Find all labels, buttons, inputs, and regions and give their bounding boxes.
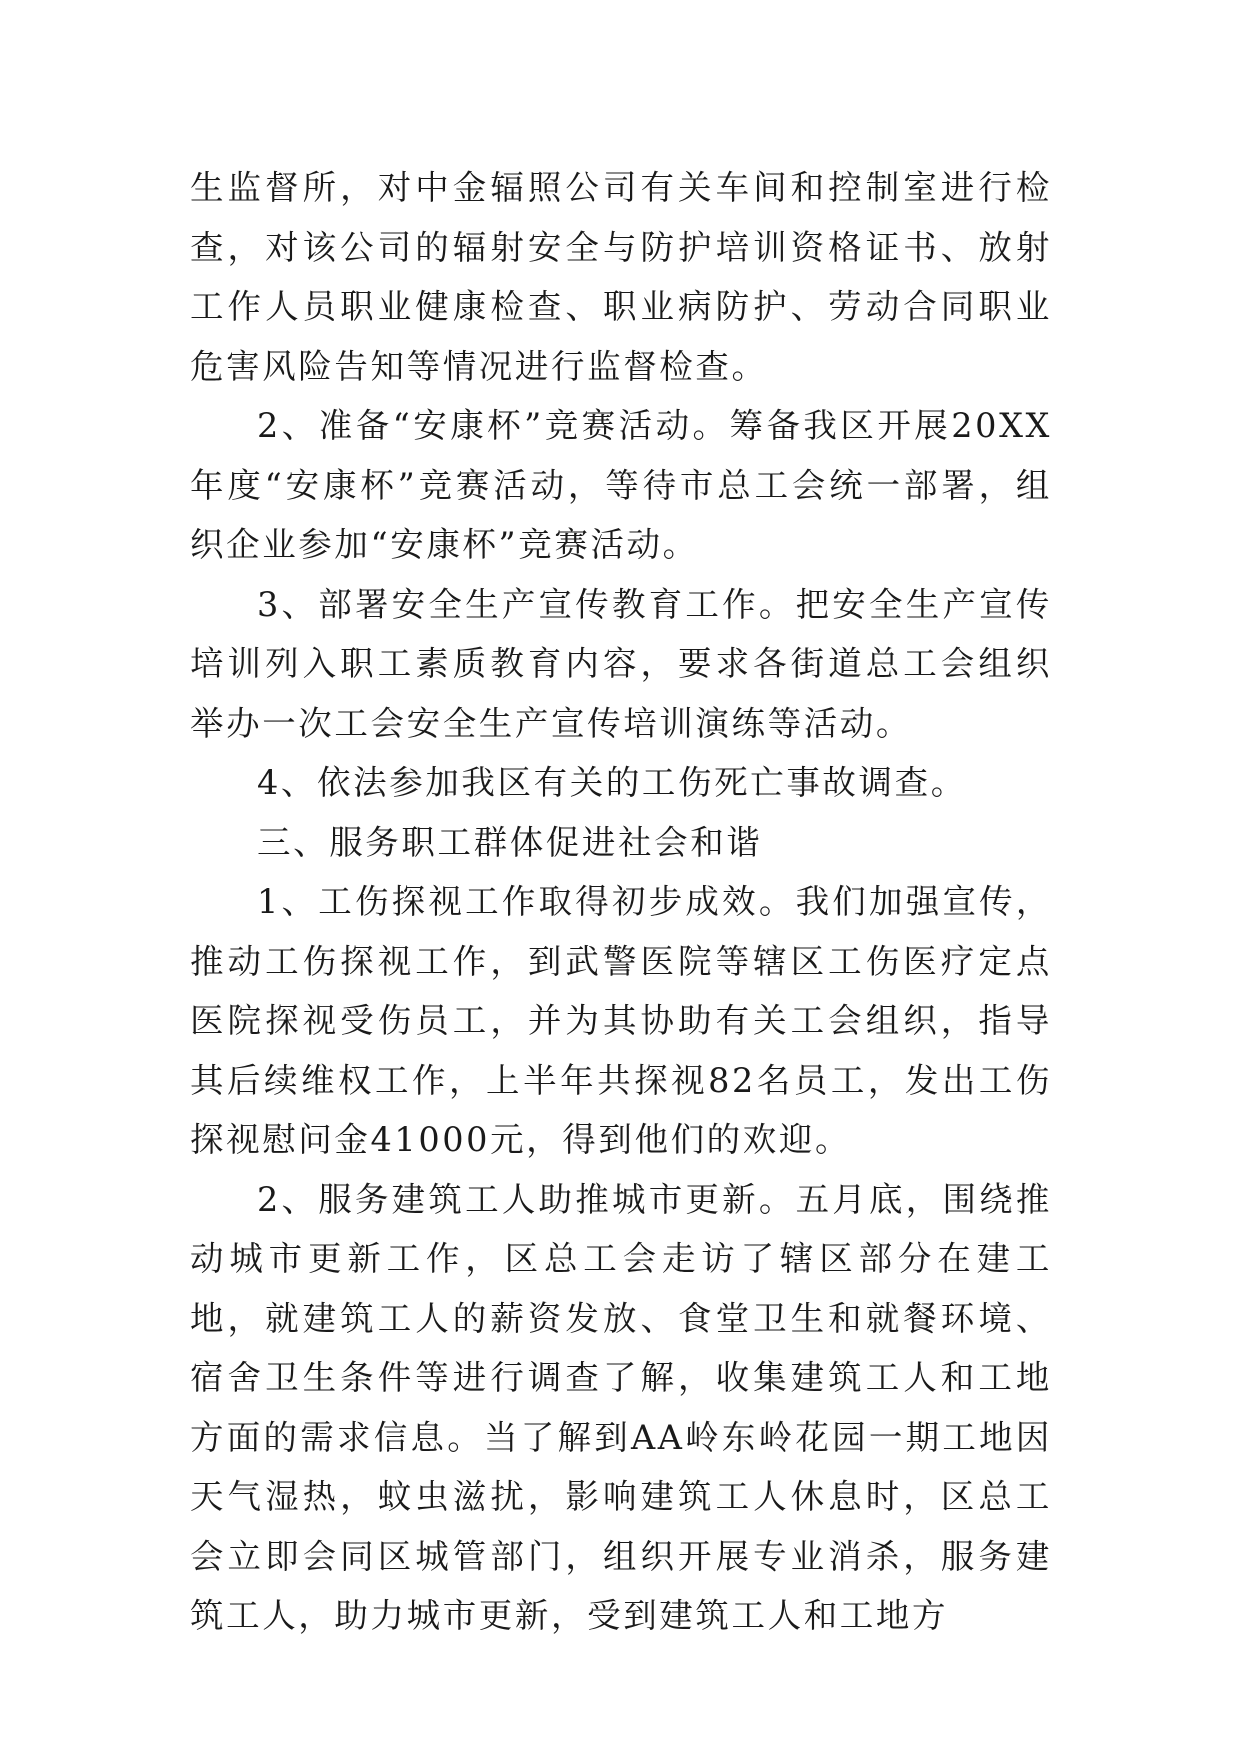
paragraph-construction-workers: 2、服务建筑工人助推城市更新。五月底，围绕推动城市更新工作，区总工会走访了辖区部分在建工地，就建筑工人的薪资发放、食堂卫生和就餐环境、宿舍卫生条件等进行调查了解，收集建筑工人和工地方面的需求信息。当了解到AA岭东岭花园一期工地因天气湿热，蚊虫滋扰，影响建筑工人休息时，区总工会立即会同区城管部门，组织开展专业消杀，服务建筑工人，助力城市更新，受到建筑工人和工地方 xyxy=(190,1179,1052,1635)
section-heading-three: 三、服务职工群体促进社会和谐 xyxy=(257,822,763,862)
document-body xyxy=(190,158,1052,1646)
paragraph-injury-visits: 1、工伤探视工作取得初步成效。我们加强宣传，推动工伤探视工作，到武警医院等辖区工伤医疗定点医院探视受伤员工，并为其协助有关工会组织，指导其后续维权工作，上半年共探视82名员工，发出工伤探视慰问金41000元，得到他们的欢迎。 xyxy=(190,882,1052,1159)
paragraph-accident-investigation: 4、依法参加我区有关的工伤死亡事故调查。 xyxy=(257,763,967,802)
paragraph-safety-education: 3、部署安全生产宣传教育工作。把安全生产宣传培训列入职工素质教育内容，要求各街道总工会组织举办一次工会安全生产宣传培训演练等活动。 xyxy=(190,584,1052,743)
paragraph-continuation: 生监督所，对中金辐照公司有关车间和控制室进行检查，对该公司的辐射安全与防护培训资格证书、放射工作人员职业健康检查、职业病防护、劳动合同职业危害风险告知等情况进行监督检查。 xyxy=(190,168,1052,386)
paragraph-ankang-cup: 2、准备“安康杯”竞赛活动。筹备我区开展20XX年度“安康杯”竞赛活动，等待市总工会统一部署，组织企业参加“安康杯”竞赛活动。 xyxy=(190,406,1052,564)
